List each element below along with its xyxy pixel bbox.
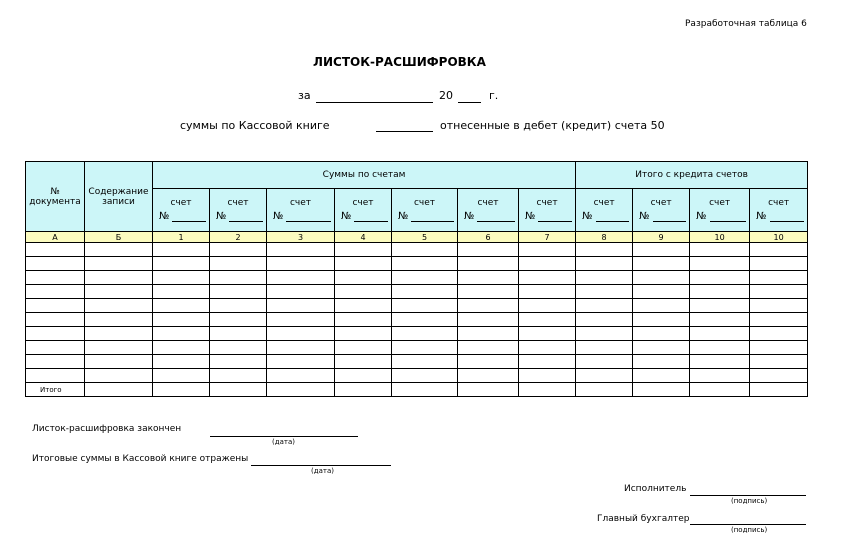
- table-cell[interactable]: [392, 243, 458, 257]
- table-cell[interactable]: [335, 285, 392, 299]
- table-cell[interactable]: [335, 355, 392, 369]
- table-row: [26, 243, 808, 257]
- column-number: 2: [210, 232, 267, 243]
- table-cell[interactable]: [458, 285, 519, 299]
- table-cell[interactable]: [392, 341, 458, 355]
- table-cell[interactable]: [750, 369, 808, 383]
- executor-label: Исполнитель: [624, 484, 687, 494]
- table-cell[interactable]: [519, 285, 576, 299]
- reflected-label: Итоговые суммы в Кассовой книге отражены: [32, 454, 249, 464]
- account-number-blank[interactable]: [477, 212, 515, 222]
- account-header-cell: [519, 189, 576, 232]
- table-cell[interactable]: [576, 383, 633, 397]
- table-cell[interactable]: [267, 257, 335, 271]
- column-number: 1: [153, 232, 210, 243]
- table-cell[interactable]: [690, 313, 750, 327]
- table-cell[interactable]: [392, 257, 458, 271]
- table-cell[interactable]: [519, 299, 576, 313]
- table-cell[interactable]: [576, 355, 633, 369]
- table-cell[interactable]: [458, 383, 519, 397]
- table-cell[interactable]: [633, 369, 690, 383]
- table-cell[interactable]: [210, 369, 267, 383]
- account-number-blank[interactable]: [229, 212, 263, 222]
- table-cell[interactable]: [267, 383, 335, 397]
- table-cell[interactable]: [153, 341, 210, 355]
- table-cell[interactable]: [392, 355, 458, 369]
- account-word: счет: [170, 198, 192, 208]
- table-cell[interactable]: [210, 299, 267, 313]
- account-number-blank[interactable]: [653, 212, 687, 222]
- table-row: [26, 257, 808, 271]
- column-number: 4: [335, 232, 392, 243]
- table-cell[interactable]: [392, 313, 458, 327]
- table-row: [26, 341, 808, 355]
- column-number: 10: [690, 232, 750, 243]
- number-sign: №: [464, 211, 475, 222]
- table-cell[interactable]: [750, 285, 808, 299]
- table-cell[interactable]: [750, 299, 808, 313]
- account-header-cell: [392, 189, 458, 232]
- table-cell[interactable]: [85, 355, 153, 369]
- column-number-row: [26, 232, 808, 243]
- table-cell[interactable]: [750, 243, 808, 257]
- finished-date-hint: (дата): [272, 438, 295, 446]
- period-prefix: за: [298, 89, 311, 102]
- column-number: 6: [458, 232, 519, 243]
- table-cell[interactable]: [392, 271, 458, 285]
- table-cell[interactable]: [85, 369, 153, 383]
- form-number-label: Разработочная таблица 6: [685, 19, 807, 29]
- table-cell[interactable]: [750, 341, 808, 355]
- table-cell[interactable]: [153, 327, 210, 341]
- table-cell[interactable]: [335, 341, 392, 355]
- table-cell[interactable]: [85, 341, 153, 355]
- table-cell[interactable]: [26, 369, 85, 383]
- chief-signature-hint: (подпись): [731, 526, 768, 534]
- table-cell[interactable]: [335, 257, 392, 271]
- account-word: счет: [650, 198, 672, 208]
- table-cell[interactable]: [633, 355, 690, 369]
- header-sums-by-accounts: Суммы по счетам: [153, 162, 576, 189]
- table-cell[interactable]: [335, 271, 392, 285]
- table-cell[interactable]: [576, 313, 633, 327]
- table-cell[interactable]: [750, 355, 808, 369]
- table-cell[interactable]: [267, 271, 335, 285]
- account-number-blank[interactable]: [770, 212, 805, 222]
- table-row: [26, 369, 808, 383]
- number-sign: №: [159, 211, 170, 222]
- executor-signature-line[interactable]: [690, 495, 806, 496]
- table-cell[interactable]: [267, 369, 335, 383]
- subtitle-blank[interactable]: [376, 131, 433, 132]
- table-cell[interactable]: [210, 313, 267, 327]
- table-cell[interactable]: [576, 327, 633, 341]
- table-cell[interactable]: [153, 257, 210, 271]
- header-doc-number: № документа: [26, 162, 85, 232]
- table-cell[interactable]: [458, 355, 519, 369]
- executor-signature-hint: (подпись): [731, 497, 768, 505]
- table-row: [26, 355, 808, 369]
- column-number: 3: [267, 232, 335, 243]
- table-cell[interactable]: [392, 327, 458, 341]
- table-cell[interactable]: [458, 313, 519, 327]
- table-cell[interactable]: [26, 341, 85, 355]
- table-cell[interactable]: [26, 355, 85, 369]
- table-cell[interactable]: [26, 271, 85, 285]
- account-word: счет: [477, 198, 499, 208]
- column-number: 5: [392, 232, 458, 243]
- account-number-blank[interactable]: [596, 212, 630, 222]
- table-cell[interactable]: [633, 243, 690, 257]
- year-suffix: г.: [489, 89, 499, 102]
- total-row-label: Итого: [26, 383, 85, 397]
- table-cell[interactable]: [576, 369, 633, 383]
- table-cell[interactable]: [153, 355, 210, 369]
- account-header-cell: [153, 189, 210, 232]
- table-cell[interactable]: [153, 313, 210, 327]
- year-blank[interactable]: [458, 102, 481, 103]
- account-header-cell: [458, 189, 519, 232]
- table-cell[interactable]: [690, 257, 750, 271]
- table-cell[interactable]: [26, 257, 85, 271]
- table-cell[interactable]: [576, 299, 633, 313]
- table-cell[interactable]: [633, 383, 690, 397]
- table-cell[interactable]: [690, 271, 750, 285]
- account-header-cell: [690, 189, 750, 232]
- period-blank[interactable]: [316, 102, 433, 103]
- table-cell[interactable]: [85, 271, 153, 285]
- table-cell[interactable]: [519, 271, 576, 285]
- number-sign: №: [341, 211, 352, 222]
- account-word: счет: [593, 198, 615, 208]
- table-row: [26, 271, 808, 285]
- table-row: [26, 299, 808, 313]
- table-cell[interactable]: [576, 285, 633, 299]
- subtitle-right: отнесенные в дебет (кредит) счета 50: [440, 119, 665, 132]
- table-cell[interactable]: [690, 285, 750, 299]
- table-cell[interactable]: [267, 243, 335, 257]
- table-cell[interactable]: [690, 299, 750, 313]
- column-number: 8: [576, 232, 633, 243]
- table-cell[interactable]: [690, 355, 750, 369]
- number-sign: №: [639, 211, 650, 222]
- table-cell[interactable]: [85, 285, 153, 299]
- table-cell[interactable]: [153, 299, 210, 313]
- number-sign: №: [398, 211, 409, 222]
- table-cell[interactable]: [85, 313, 153, 327]
- table-cell[interactable]: [750, 327, 808, 341]
- number-sign: №: [756, 211, 767, 222]
- table-cell[interactable]: [210, 383, 267, 397]
- table-cell[interactable]: [153, 285, 210, 299]
- table-cell[interactable]: [267, 285, 335, 299]
- table-cell[interactable]: [519, 313, 576, 327]
- table-cell[interactable]: [458, 299, 519, 313]
- column-number: Б: [85, 232, 153, 243]
- table-cell[interactable]: [210, 271, 267, 285]
- total-row: [26, 383, 808, 397]
- table-cell[interactable]: [210, 355, 267, 369]
- table-cell[interactable]: [335, 369, 392, 383]
- table-row: [26, 327, 808, 341]
- table-cell[interactable]: [335, 313, 392, 327]
- account-word: счет: [413, 198, 436, 208]
- table-cell[interactable]: [519, 355, 576, 369]
- table-cell[interactable]: [210, 257, 267, 271]
- table-cell[interactable]: [85, 243, 153, 257]
- table-cell[interactable]: [633, 341, 690, 355]
- table-cell[interactable]: [26, 327, 85, 341]
- table-row: [26, 313, 808, 327]
- page-title: ЛИСТОК-РАСШИФРОВКА: [313, 55, 486, 69]
- account-number-blank[interactable]: [538, 212, 572, 222]
- table-cell[interactable]: [750, 271, 808, 285]
- table-cell[interactable]: [392, 299, 458, 313]
- table-cell[interactable]: [633, 313, 690, 327]
- account-header-cell: [210, 189, 267, 232]
- number-sign: №: [525, 211, 536, 222]
- number-sign: №: [696, 211, 707, 222]
- table-cell[interactable]: [519, 369, 576, 383]
- account-header-cell: [576, 189, 633, 232]
- account-number-blank[interactable]: [411, 212, 454, 222]
- table-cell[interactable]: [210, 327, 267, 341]
- table-cell[interactable]: [26, 285, 85, 299]
- table-cell[interactable]: [519, 327, 576, 341]
- account-header-cell: [633, 189, 690, 232]
- breakdown-table: [25, 161, 808, 397]
- account-number-blank[interactable]: [354, 212, 388, 222]
- table-cell[interactable]: [458, 257, 519, 271]
- reflected-date-line[interactable]: [251, 465, 391, 466]
- table-cell[interactable]: [576, 257, 633, 271]
- table-cell[interactable]: [85, 257, 153, 271]
- table-cell[interactable]: [153, 369, 210, 383]
- number-sign: №: [582, 211, 593, 222]
- table-cell[interactable]: [750, 313, 808, 327]
- table-cell[interactable]: [26, 313, 85, 327]
- account-word: счет: [536, 198, 558, 208]
- table-cell[interactable]: [576, 341, 633, 355]
- table-cell[interactable]: [210, 243, 267, 257]
- table-cell[interactable]: [153, 383, 210, 397]
- table-cell[interactable]: [576, 243, 633, 257]
- table-cell[interactable]: [267, 355, 335, 369]
- table-cell[interactable]: [210, 285, 267, 299]
- account-header-cell: [335, 189, 392, 232]
- account-header-cell: [267, 189, 335, 232]
- table-cell[interactable]: [267, 327, 335, 341]
- table-cell[interactable]: [633, 285, 690, 299]
- number-sign: №: [273, 211, 284, 222]
- column-number: 9: [633, 232, 690, 243]
- table-cell[interactable]: [335, 243, 392, 257]
- header-totals-credit: Итого с кредита счетов: [576, 162, 808, 189]
- table-cell[interactable]: [85, 383, 153, 397]
- table-cell[interactable]: [690, 341, 750, 355]
- column-number: 7: [519, 232, 576, 243]
- table-cell[interactable]: [153, 243, 210, 257]
- table-cell[interactable]: [85, 299, 153, 313]
- table-cell[interactable]: [392, 285, 458, 299]
- table-cell[interactable]: [335, 327, 392, 341]
- number-sign: №: [216, 211, 227, 222]
- finished-label: Листок-расшифровка закончен: [32, 424, 182, 434]
- table-cell[interactable]: [458, 369, 519, 383]
- table-cell[interactable]: [633, 299, 690, 313]
- header-content: Содержание записи: [85, 162, 153, 232]
- table-cell[interactable]: [633, 257, 690, 271]
- table-cell[interactable]: [750, 383, 808, 397]
- account-word: счет: [709, 198, 731, 208]
- account-header-cell: [750, 189, 808, 232]
- table-cell[interactable]: [458, 243, 519, 257]
- table-cell[interactable]: [392, 369, 458, 383]
- table-cell[interactable]: [458, 271, 519, 285]
- chief-accountant-label: Главный бухгалтер: [597, 514, 690, 524]
- table-cell[interactable]: [519, 257, 576, 271]
- table-cell[interactable]: [519, 243, 576, 257]
- table-cell[interactable]: [690, 369, 750, 383]
- table-cell[interactable]: [267, 299, 335, 313]
- table-cell[interactable]: [392, 383, 458, 397]
- table-cell[interactable]: [458, 341, 519, 355]
- chief-signature-line[interactable]: [690, 524, 806, 525]
- column-number: А: [26, 232, 85, 243]
- account-word: счет: [768, 198, 790, 208]
- account-number-blank[interactable]: [710, 212, 747, 222]
- finished-date-line[interactable]: [210, 436, 358, 437]
- table-cell[interactable]: [690, 243, 750, 257]
- table-cell[interactable]: [690, 327, 750, 341]
- account-word: счет: [352, 198, 374, 208]
- table-cell[interactable]: [267, 313, 335, 327]
- table-cell[interactable]: [576, 271, 633, 285]
- table-cell[interactable]: [633, 271, 690, 285]
- account-number-blank[interactable]: [286, 212, 331, 222]
- account-word: счет: [227, 198, 249, 208]
- subtitle-left: суммы по Кассовой книге: [180, 119, 330, 132]
- table-cell[interactable]: [267, 341, 335, 355]
- table-cell[interactable]: [335, 299, 392, 313]
- table-cell[interactable]: [26, 243, 85, 257]
- account-word: счет: [289, 198, 312, 208]
- column-number: 10: [750, 232, 808, 243]
- table-cell[interactable]: [335, 383, 392, 397]
- year-prefix: 20: [439, 89, 453, 102]
- table-cell[interactable]: [210, 341, 267, 355]
- table-cell[interactable]: [519, 383, 576, 397]
- table-cell[interactable]: [519, 341, 576, 355]
- table-cell[interactable]: [153, 271, 210, 285]
- reflected-date-hint: (дата): [311, 467, 334, 475]
- table-row: [26, 285, 808, 299]
- table-cell[interactable]: [750, 257, 808, 271]
- table-cell[interactable]: [690, 383, 750, 397]
- table-cell[interactable]: [458, 327, 519, 341]
- table-cell[interactable]: [26, 299, 85, 313]
- account-number-blank[interactable]: [172, 212, 206, 222]
- table-cell[interactable]: [85, 327, 153, 341]
- table-cell[interactable]: [633, 327, 690, 341]
